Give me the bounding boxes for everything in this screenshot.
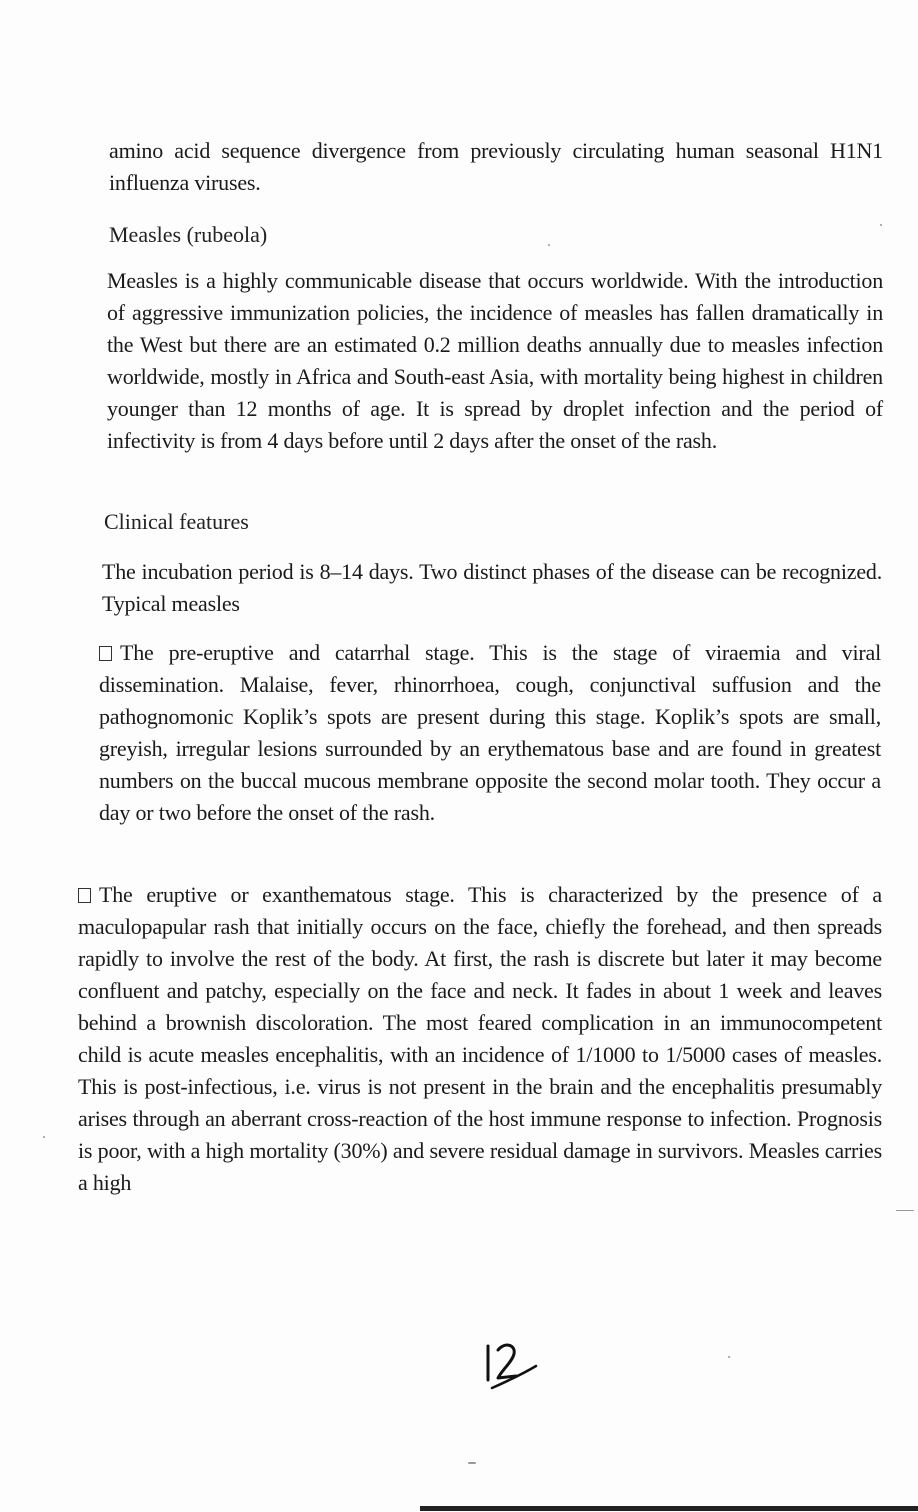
- scan-speck: [896, 1210, 914, 1211]
- handwritten-page-number: [470, 1338, 560, 1398]
- scan-speck: [728, 1356, 730, 1358]
- paragraph-measles-intro: Measles is a highly communicable disease that occurs worldwide. With the introduction of aggressive immunization policies, the incidence of measles has fallen dramatically in the West but there are an estimated 0.2 million deaths annually due to measles infection worldwide, mostly in Africa and South-east Asia, with mortality being highest in children younger than 12 months of age. It is spread by droplet infection and the period of infectivity is from 4 days before until 2 days after the onset of the rash.: [107, 268, 883, 453]
- bullet-item-pre-eruptive: [99, 637, 881, 829]
- scan-speck: [880, 224, 882, 226]
- heading-clinical-features: Clinical features: [104, 509, 249, 534]
- checkbox-bullet-icon: [99, 646, 112, 661]
- scan-speck: [43, 1136, 45, 1138]
- checkbox-bullet-icon: [78, 888, 91, 903]
- bullet-item-eruptive: [78, 879, 882, 1199]
- heading-measles: Measles (rubeola): [109, 222, 268, 247]
- scan-edge-line: [420, 1506, 918, 1511]
- scan-speck: [468, 1462, 476, 1464]
- paragraph-incubation: The incubation period is 8–14 days. Two distinct phases of the disease can be recognized. Typical measles: [102, 559, 882, 616]
- bullet-text-eruptive: The eruptive or exanthematous stage. This is characterized by the presence of a maculopapular rash that initially occurs on the face, chiefly the forehead, and then spreads rapidly to involve the rest of the body. At first, the rash is discrete but later it may become confluent and patchy, especially on the face and neck. It fades in about 1 week and leaves behind a brownish discoloration. The most feared complication in an immunocompetent child is acute measles encephalitis, with an incidence of 1/1000 to 1/5000 cases of measles. This is post-infectious, i.e. virus is not present in the brain and the encephalitis presumably arises through an aberrant cross-reaction of the host immune response to infection. Prognosis is poor, with a high mortality (30%) and severe residual damage in survivors. Measles carries a high: [78, 882, 882, 1195]
- bullet-text-pre-eruptive: The pre-eruptive and catarrhal stage. This is the stage of viraemia and viral dissemination. Malaise, fever, rhinorrhoea, cough, conjunctival suffusion and the pathognomonic Koplik’s spots are present during this stage. Koplik’s spots are small, greyish, irregular lesions surrounded by an erythematous base and are found in greatest numbers on the buccal mucous membrane opposite the second molar tooth. They occur a day or two before the onset of the rash.: [99, 640, 881, 825]
- scan-speck: [548, 244, 550, 246]
- paragraph-influenza-end: amino acid sequence divergence from previously circulating human seasonal H1N1 influenza viruses.: [109, 138, 883, 195]
